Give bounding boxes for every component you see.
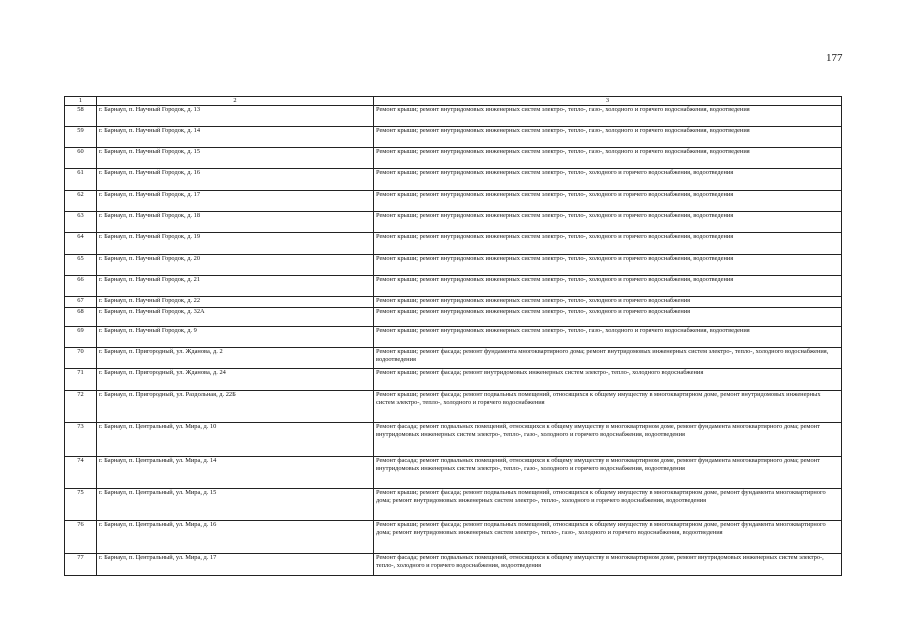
works-cell: Ремонт крыши; ремонт фасада; ремонт подвальных помещений, относящихся к общему имуществу в многоквартирном доме, ремонт фундамента многоквартирного дома; ремонт внутридомовых инженерных систем электро-, тепло-, газо-, холодного и горячего водоснабжения, водоотведения [374,521,842,554]
row-number-cell: 70 [65,348,97,369]
works-cell: Ремонт крыши; ремонт внутридомовых инженерных систем электро-, тепло-, холодного и горячего водоснабжения, водоотведения [374,233,842,255]
row-number-cell: 66 [65,276,97,297]
row-number-cell: 61 [65,169,97,191]
address-cell: г. Барнаул, п. Научный Городок, д. 9 [97,327,374,348]
works-cell: Ремонт крыши; ремонт внутридомовых инженерных систем электро-, тепло-, холодного и горячего водоснабжения, водоотведения [374,255,842,276]
row-number-cell: 75 [65,489,97,521]
address-cell: г. Барнаул, п. Пригородный, ул. Раздольная, д. 22Б [97,391,374,423]
address-cell: г. Барнаул, п. Научный Городок, д. 32А [97,308,374,327]
works-cell: Ремонт крыши; ремонт внутридомовых инженерных систем электро-, тепло-, холодного и горячего водоснабжения, водоотведения [374,276,842,297]
table-row [65,148,842,169]
table-body [65,106,842,576]
address-cell: г. Барнаул, п. Пригородный, ул. Жданова, д. 24 [97,369,374,391]
row-number-cell: 68 [65,308,97,327]
works-cell: Ремонт крыши; ремонт фасада; ремонт подвальных помещений, относящихся к общему имуществу в многоквартирном доме, ремонт фундамента многоквартирного дома; ремонт внутридомовых инженерных систем электро-, тепло-, холодного и горячего водоснабжения, водоотведения [374,489,842,521]
works-cell: Ремонт крыши; ремонт внутридомовых инженерных систем электро-, тепло-, холодного и горячего водоснабжения [374,308,842,327]
row-number-cell: 62 [65,191,97,212]
table-row [65,169,842,191]
address-cell: г. Барнаул, п. Центральный, ул. Мира, д. 14 [97,457,374,489]
works-cell: Ремонт крыши; ремонт фасада; ремонт внутридомовых инженерных систем электро-, тепло-, холодного водоснабжения [374,369,842,391]
works-cell: Ремонт крыши; ремонт внутридомовых инженерных систем электро-, тепло-, газо-, холодного и горячего водоснабжения, водоотведения [374,148,842,169]
works-cell: Ремонт крыши; ремонт внутридомовых инженерных систем электро-, тепло-, холодного и горячего водоснабжения, водоотведения [374,212,842,233]
row-number-cell: 59 [65,127,97,148]
table-row [65,297,842,308]
address-cell: г. Барнаул, п. Научный Городок, д. 21 [97,276,374,297]
page-number: 177 [826,52,843,64]
table-row [65,106,842,127]
address-cell: г. Барнаул, п. Научный Городок, д. 14 [97,127,374,148]
works-cell: Ремонт крыши; ремонт внутридомовых инженерных систем электро-, тепло-, холодного и горячего водоснабжения [374,297,842,308]
works-cell: Ремонт фасада; ремонт подвальных помещений, относящихся к общему имуществу в многоквартирном доме, ремонт фундамента многоквартирного дома; ремонт внутридомовых инженерных систем электро-, тепло-, газо-, холодного и горячего водоснабжения, водоотведения [374,423,842,457]
works-cell: Ремонт крыши; ремонт фасада; ремонт фундамента многоквартирного дома; ремонт внутридомовых инженерных систем электро-, тепло-, холодного водоснабжения, водоотведения [374,348,842,369]
works-cell: Ремонт крыши; ремонт внутридомовых инженерных систем электро-, тепло-, газо-, холодного и горячего водоснабжения, водоотведения [374,106,842,127]
address-cell: г. Барнаул, п. Центральный, ул. Мира, д. 17 [97,554,374,576]
row-number-cell: 77 [65,554,97,576]
address-cell: г. Барнаул, п. Центральный, ул. Мира, д. 15 [97,489,374,521]
row-number-cell: 76 [65,521,97,554]
works-cell: Ремонт крыши; ремонт внутридомовых инженерных систем электро-, тепло-, газо-, холодного и горячего водоснабжения, водоотведения [374,127,842,148]
address-cell: г. Барнаул, п. Научный Городок, д. 18 [97,212,374,233]
row-number-cell: 69 [65,327,97,348]
works-cell: Ремонт фасада; ремонт подвальных помещений, относящихся к общему имуществу в многоквартирном доме, ремонт внутридомовых инженерных систем электро-, тепло-, холодного и горячего водоснабжения, водоотведения [374,554,842,576]
table-row [65,212,842,233]
table-row [65,489,842,521]
address-cell: г. Барнаул, п. Научный Городок, д. 20 [97,255,374,276]
column-header-number: 1 [65,97,97,106]
row-number-cell: 72 [65,391,97,423]
column-header-works: 3 [374,97,842,106]
works-cell: Ремонт фасада; ремонт подвальных помещений, относящихся к общему имуществу в многоквартирном доме, ремонт фундамента многоквартирного дома; ремонт внутридомовых инженерных систем электро-, тепло-, газо-, холодного и горячего водоснабжения, водоотведения [374,457,842,489]
address-cell: г. Барнаул, п. Центральный, ул. Мира, д. 10 [97,423,374,457]
table-row [65,423,842,457]
row-number-cell: 73 [65,423,97,457]
table-row [65,127,842,148]
row-number-cell: 67 [65,297,97,308]
address-cell: г. Барнаул, п. Центральный, ул. Мира, д. 16 [97,521,374,554]
works-table [64,96,842,576]
table-header-row [65,97,842,106]
works-cell: Ремонт крыши; ремонт внутридомовых инженерных систем электро-, тепло-, холодного и горячего водоснабжения, водоотведения [374,191,842,212]
column-header-address: 2 [97,97,374,106]
table-row [65,348,842,369]
table-row [65,327,842,348]
works-cell: Ремонт крыши; ремонт фасада; ремонт подвальных помещений, относящихся к общему имуществу в многоквартирном доме, ремонт внутридомовых инженерных систем электро-, тепло-, холодного и горячего водоснабжения [374,391,842,423]
table-row [65,554,842,576]
table-row [65,255,842,276]
address-cell: г. Барнаул, п. Научный Городок, д. 13 [97,106,374,127]
row-number-cell: 64 [65,233,97,255]
table-row [65,233,842,255]
row-number-cell: 58 [65,106,97,127]
table-row [65,308,842,327]
table-row [65,369,842,391]
row-number-cell: 63 [65,212,97,233]
works-cell: Ремонт крыши; ремонт внутридомовых инженерных систем электро-, тепло-, газо-, холодного и горячего водоснабжения, водоотведения [374,327,842,348]
address-cell: г. Барнаул, п. Научный Городок, д. 16 [97,169,374,191]
row-number-cell: 60 [65,148,97,169]
works-cell: Ремонт крыши; ремонт внутридомовых инженерных систем электро-, тепло-, холодного и горячего водоснабжения, водоотведения [374,169,842,191]
address-cell: г. Барнаул, п. Научный Городок, д. 15 [97,148,374,169]
table-row [65,521,842,554]
row-number-cell: 65 [65,255,97,276]
address-cell: г. Барнаул, п. Научный Городок, д. 19 [97,233,374,255]
table-row [65,391,842,423]
table-row [65,276,842,297]
address-cell: г. Барнаул, п. Пригородный, ул. Жданова, д. 2 [97,348,374,369]
address-cell: г. Барнаул, п. Научный Городок, д. 17 [97,191,374,212]
table-row [65,457,842,489]
row-number-cell: 74 [65,457,97,489]
table-row [65,191,842,212]
row-number-cell: 71 [65,369,97,391]
address-cell: г. Барнаул, п. Научный Городок, д. 22 [97,297,374,308]
